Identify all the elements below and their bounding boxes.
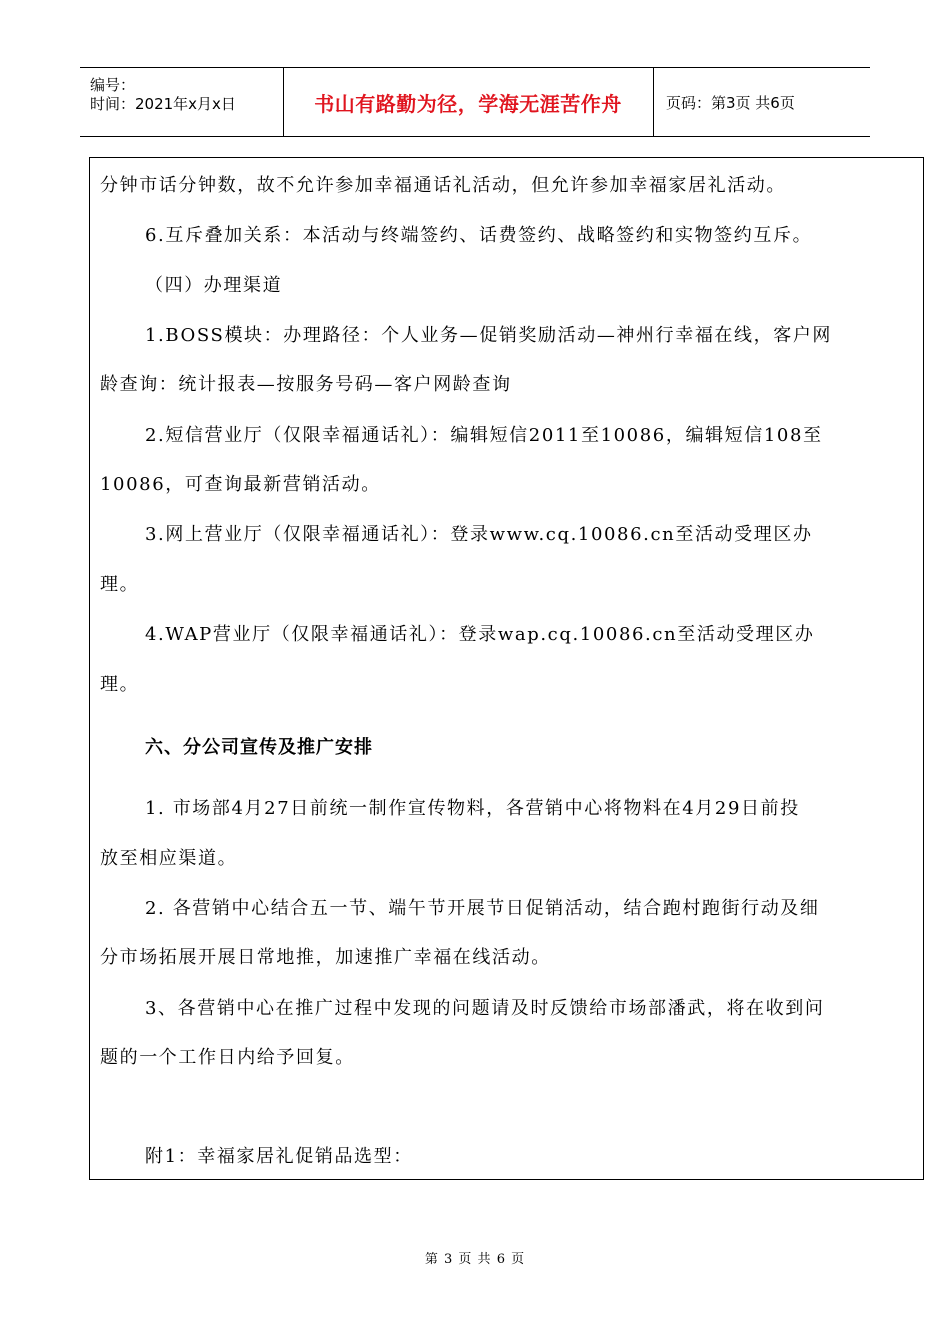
paragraph-line: 理。: [100, 574, 140, 595]
paragraph-line: 2. 各营销中心结合五一节、端午节开展节日促销活动，结合跑村跑街行动及细: [145, 898, 820, 919]
appendix-title: 附1：幸福家居礼促销品选型：: [145, 1146, 413, 1167]
paragraph-line: 龄查询：统计报表—按服务号码—客户网龄查询: [100, 374, 512, 395]
paragraph-line: 理。: [100, 674, 140, 695]
section-heading: 六、分公司宣传及推广安排: [145, 737, 373, 758]
header-page-cell: [654, 68, 870, 136]
paragraph-line: 6.互斥叠加关系：本活动与终端签约、话费签约、战略签约和实物签约互斥。: [145, 225, 813, 246]
page-footer: 第 3 页 共 6 页: [424, 1252, 526, 1267]
slogan-text: 书山有路勤为径，学海无涯苦作舟: [314, 91, 622, 116]
paragraph-line: 10086，可查询最新营销活动。: [100, 474, 381, 495]
document-header: [80, 67, 870, 137]
header-meta-cell: [80, 68, 284, 136]
number-label: 编号：: [90, 76, 136, 94]
paragraph-line: 1.BOSS模块：办理路径：个人业务—促销奖励活动—神州行幸福在线，客户网: [145, 325, 833, 346]
paragraph-line: 题的一个工作日内给予回复。: [100, 1047, 355, 1068]
paragraph-line: 放至相应渠道。: [100, 848, 238, 869]
content-frame: [89, 157, 924, 1180]
section-subheading: （四）办理渠道: [145, 275, 283, 296]
paragraph-line: 分市场拓展开展日常地推，加速推广幸福在线活动。: [100, 947, 551, 968]
paragraph-line: 2.短信营业厅（仅限幸福通话礼）：编辑短信2011至10086，编辑短信108至: [145, 425, 823, 446]
paragraph-line: 4.WAP营业厅（仅限幸福通话礼）：登录wap.cq.10086.cn至活动受理区办: [145, 624, 815, 645]
header-slogan-cell: [283, 68, 654, 136]
time-label: 时间：2021年x月x日: [90, 95, 236, 113]
paragraph-line: 分钟市话分钟数，故不允许参加幸福通话礼活动，但允许参加幸福家居礼活动。: [100, 175, 786, 196]
paragraph-line: 3.网上营业厅（仅限幸福通话礼）：登录www.cq.10086.cn至活动受理区办: [145, 524, 813, 545]
paragraph-line: 1. 市场部4月27日前统一制作宣传物料，各营销中心将物料在4月29日前投: [145, 798, 800, 819]
page-label: 页码：第3页 共6页: [666, 93, 795, 112]
paragraph-line: 3、各营销中心在推广过程中发现的问题请及时反馈给市场部潘武，将在收到问: [145, 998, 825, 1019]
